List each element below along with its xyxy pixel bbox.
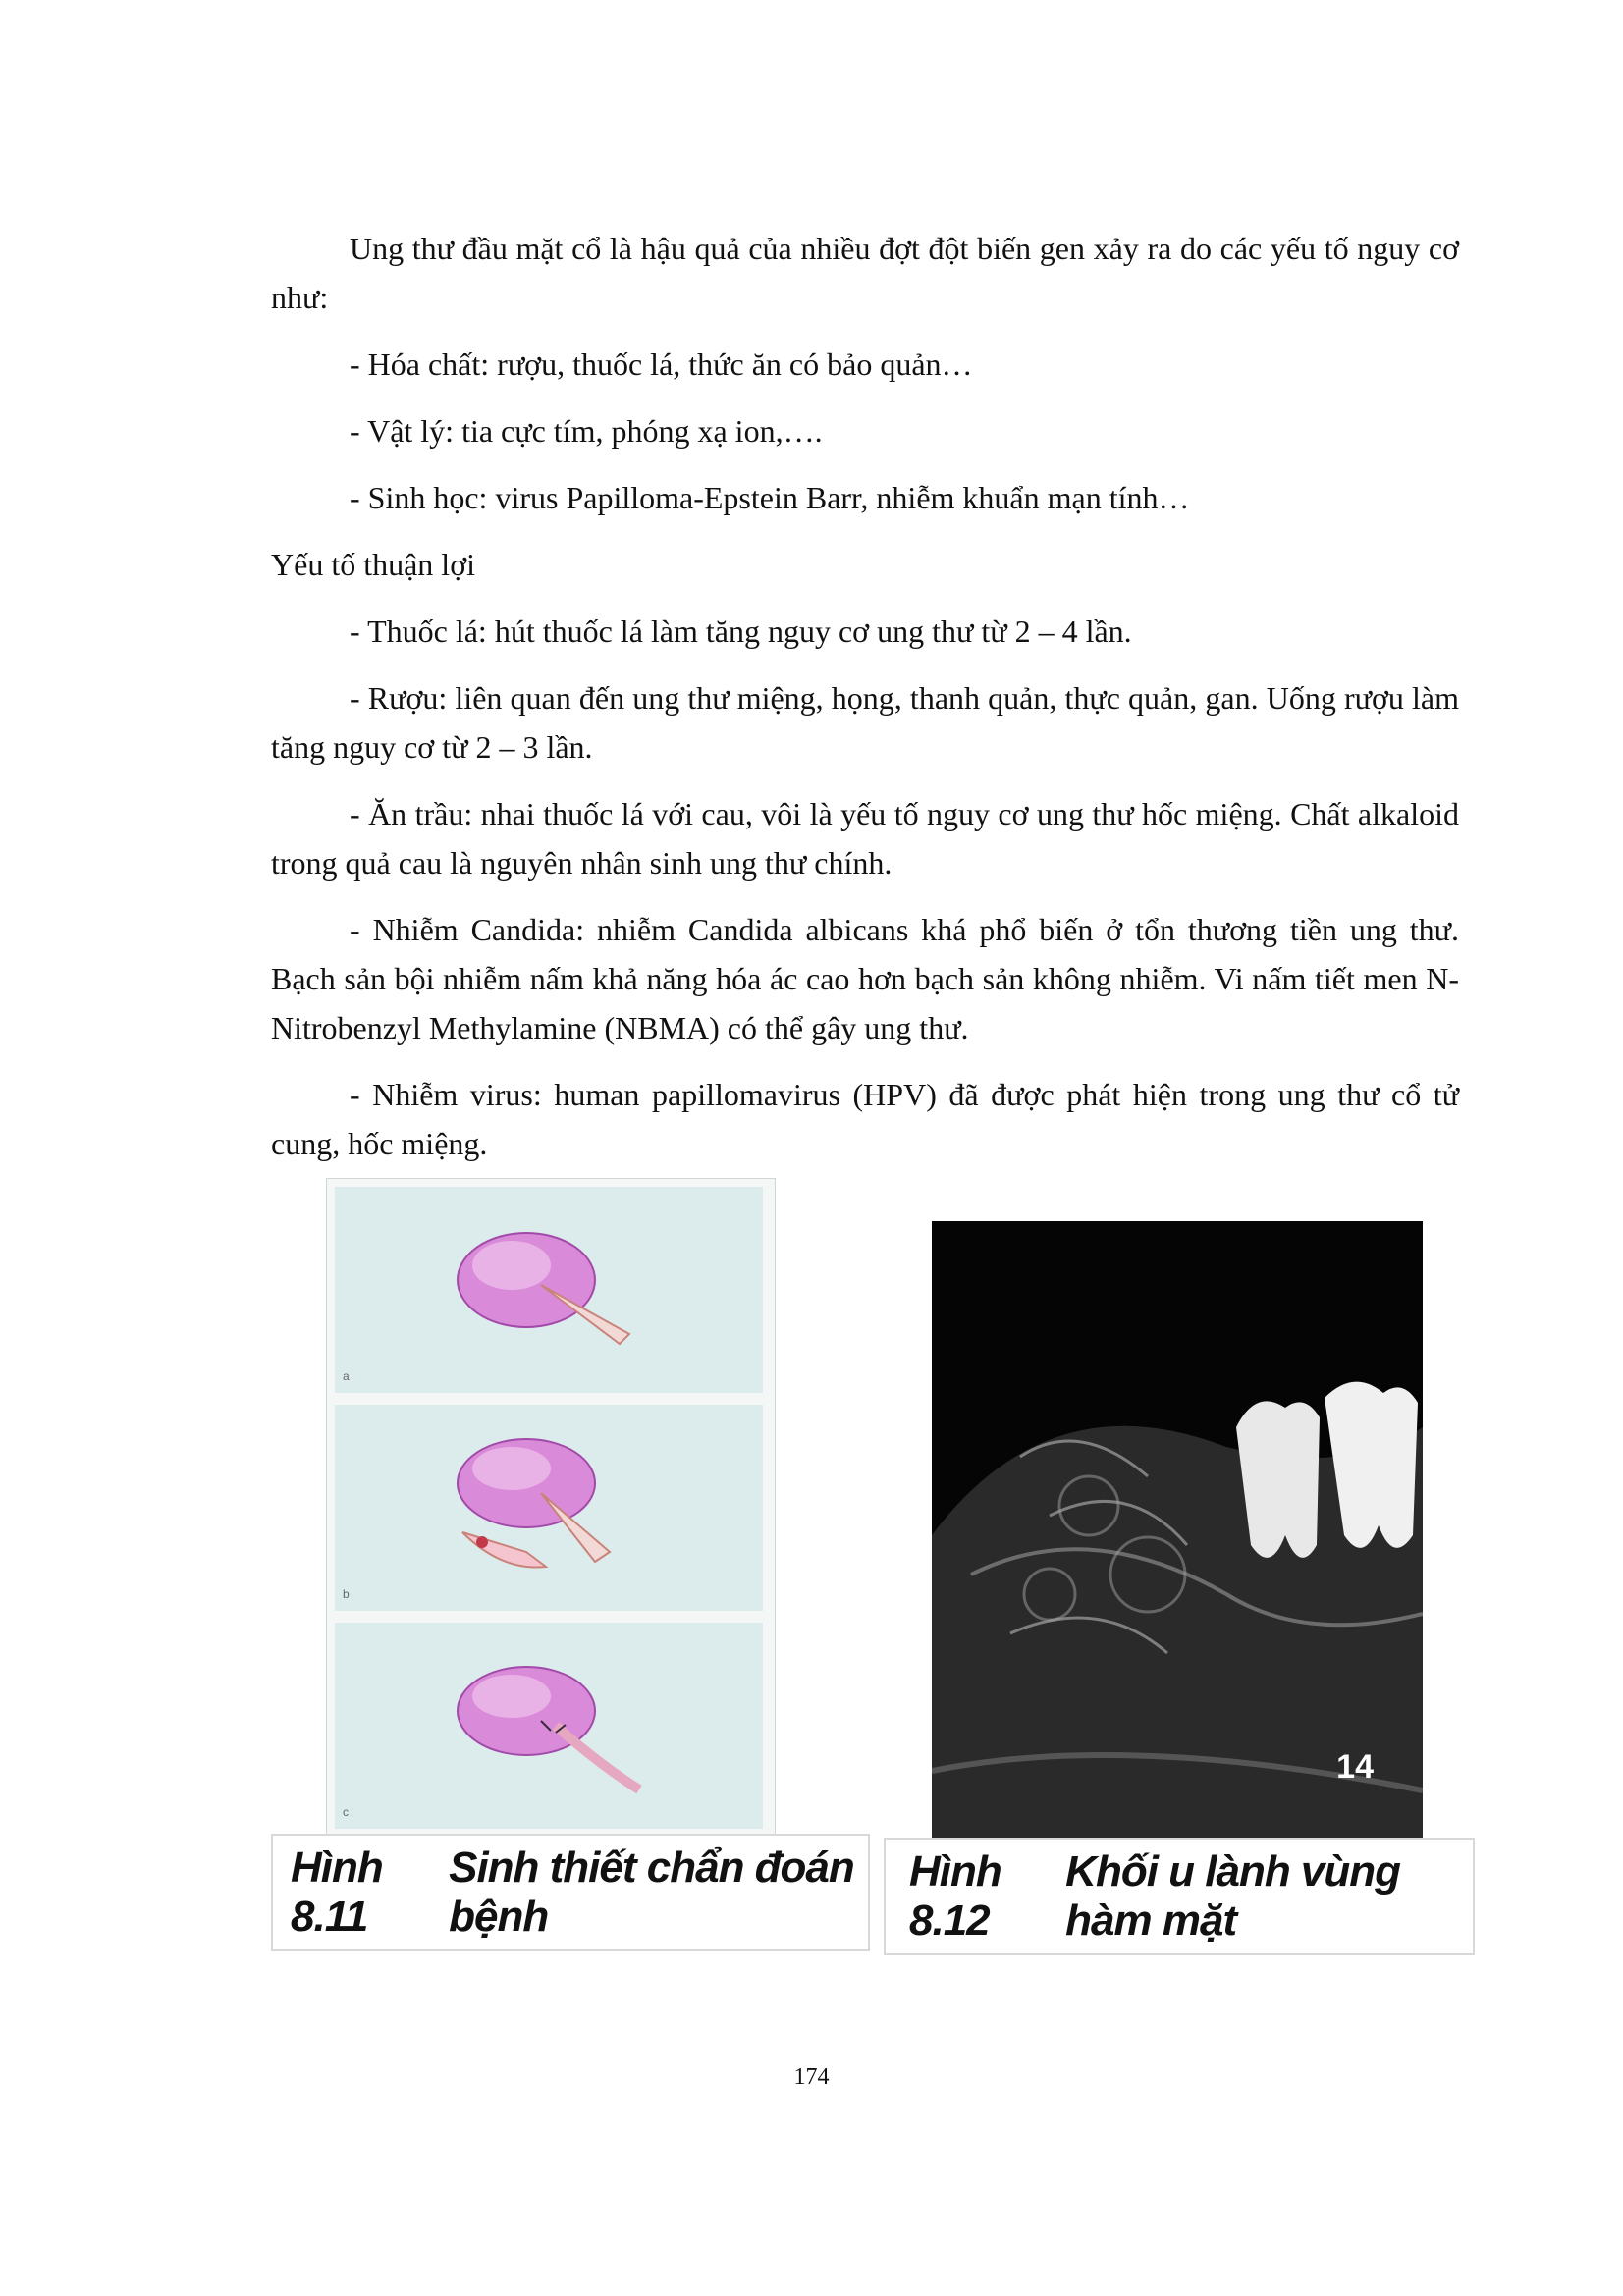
- page-number: 174: [793, 2064, 830, 2090]
- paragraph-alcohol: - Rượu: liên quan đến ung thư miệng, họng, thanh quản, thực quản, gan. Uống rượu làm tăng nguy cơ từ 2 – 3 lần.: [271, 680, 1459, 765]
- paragraph-chemical: - Hóa chất: rượu, thuốc lá, thức ăn có bảo quản…: [350, 347, 973, 382]
- paragraph-virus: - Nhiễm virus: human papillomavirus (HPV) đã được phát hiện trong ung thư cổ tử cung, hốc miệng.: [271, 1077, 1459, 1161]
- paragraph-heading-favorable: Yếu tố thuận lợi: [271, 547, 475, 582]
- paragraph-tobacco: - Thuốc lá: hút thuốc lá làm tăng nguy cơ ung thư từ 2 – 4 lần.: [350, 614, 1132, 649]
- figure-number-left: Hình 8.11: [291, 1843, 383, 1941]
- figure-number-right: Hình 8.12: [909, 1847, 1001, 1945]
- figure-caption-right: [884, 1838, 1475, 1955]
- biopsy-panel-c: [335, 1623, 763, 1829]
- biopsy-illustration: [326, 1178, 776, 1847]
- figure-caption-text-right: Khối u lành vùng hàm mặt: [1065, 1847, 1401, 1945]
- figures-row: [271, 1178, 1479, 1983]
- paragraph-biological: - Sinh học: virus Papilloma-Epstein Barr, nhiễm khuẩn mạn tính…: [350, 480, 1190, 515]
- biopsy-drawing-a: [335, 1187, 763, 1393]
- figure-caption-left: [271, 1834, 870, 1951]
- body-text: [271, 224, 1459, 1186]
- figure-caption-text-left: Sinh thiết chẩn đoán bệnh: [449, 1843, 854, 1941]
- xray-number-label: 14: [1336, 1748, 1374, 1786]
- biopsy-panel-a: [335, 1187, 763, 1393]
- panel-letter-b: b: [343, 1587, 350, 1601]
- paragraph-physical: - Vật lý: tia cực tím, phóng xạ ion,….: [350, 413, 823, 449]
- biopsy-drawing-b: [335, 1405, 763, 1611]
- panel-letter-a: a: [343, 1369, 350, 1383]
- paragraph-intro: Ung thư đầu mặt cổ là hậu quả của nhiều đợt đột biến gen xảy ra do các yếu tố nguy cơ như:: [271, 231, 1459, 315]
- paragraph-candida: - Nhiễm Candida: nhiễm Candida albicans khá phổ biến ở tổn thương tiền ung thư. Bạch sản bội nhiễm nấm khả năng hóa ác cao hơn bạch sản không nhiễm. Vi nấm tiết men N-Nitrobenzyl Methylamine (NBMA) có thể gây ung thư.: [271, 912, 1459, 1045]
- paragraph-betel: - Ăn trầu: nhai thuốc lá với cau, vôi là yếu tố nguy cơ ung thư hốc miệng. Chất alkaloid trong quả cau là nguyên nhân sinh ung thư chính.: [271, 796, 1459, 881]
- jaw-xray-image: [932, 1221, 1423, 1845]
- panel-letter-c: c: [343, 1805, 349, 1819]
- biopsy-drawing-c: [335, 1623, 763, 1829]
- biopsy-panel-b: [335, 1405, 763, 1611]
